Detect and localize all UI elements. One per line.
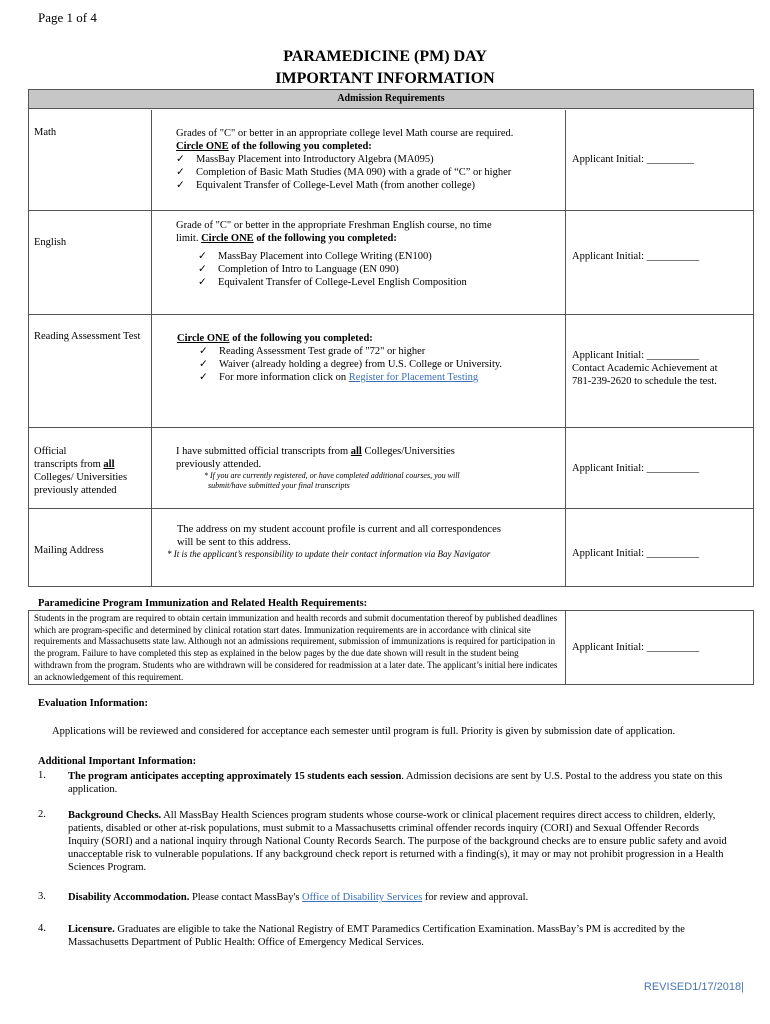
statement-line: previously attended. [176,459,262,470]
reading-requirements [177,332,502,384]
list-item [198,250,492,263]
mailing-statement [167,523,501,559]
statement-line [176,445,460,458]
circle-rest: of the following you completed: [228,141,372,152]
check-icon: ✓ [199,346,208,357]
math-intro: Grades of "C" or better in an appropriate college level Math course are required. [176,128,514,139]
item-number: 2. [38,809,46,820]
column-divider [151,110,152,586]
item-text: for review and approval. [422,892,529,903]
reading-circle-instruction [177,332,502,345]
item-text: Equivalent Transfer of College-Level Math (from another college) [196,180,476,191]
item-text: Completion of Intro to Language (EN 090) [218,264,399,275]
list-item [176,179,513,192]
label-line: Official [34,446,67,457]
circle-one: Circle ONE [176,141,229,152]
item-text: MassBay Placement into College Writing (EN100) [218,251,432,262]
english-intro: Grade of "C" or better in the appropriate Freshman English course, no time [176,220,492,231]
statement-line: The address on my student account profile is current and all correspondences [177,524,501,535]
math-circle-instruction [176,140,513,153]
table-header: Admission Requirements [29,90,753,109]
list-item [198,276,492,289]
list-item [199,371,502,384]
contact-line-1: Contact Academic Achievement at [572,363,718,374]
label-line: Colleges/ Universities [34,472,128,483]
circle-rest: of the following you completed: [229,333,373,344]
label-line: previously attended [34,485,117,496]
label-all: all [103,459,115,470]
english-row [29,210,753,315]
english-circle-instruction [176,232,492,245]
transcripts-note: submit/have submitted your final transcripts [208,481,350,490]
applicant-initial-mailing[interactable]: Applicant Initial: __________ [572,548,700,559]
check-icon: ✓ [176,167,185,178]
immunization-text: Students in the program are required to obtain certain immunization and health records and submit documentation thereof by published deadlines which are program-specific and determined by clinical rotation start dates. Immunization requirements are in accordance with clinical site requirements and Massachusetts state law. Although not an admissions requirement, submission of immunizations is required for participation in the program. Failure to have completed this step as explained in the below pages by the due date shown will result in the student being withdrawn from the program. Students who are withdrawn will be considered for readmission at a later date. The applicant’s initial here indicates an acknowledgement of this requirement. [34,613,558,682]
check-icon: ✓ [198,251,207,262]
transcripts-statement [176,445,460,491]
evaluation-title: Evaluation Information: [38,698,148,709]
admission-requirements-table [28,89,754,587]
transcripts-row [29,427,753,509]
column-divider [565,611,566,684]
item-text: Please contact MassBay's [189,892,303,903]
item-bold: Background Checks. [68,810,162,821]
row-label: English [34,237,67,248]
item-number: 3. [38,891,46,902]
transcripts-note: * If you are currently registered, or have completed additional courses, you will [204,471,460,480]
list-item [176,153,513,166]
check-icon: ✓ [198,264,207,275]
check-icon: ✓ [198,277,207,288]
circle-one: Circle ONE [177,333,230,344]
check-icon: ✓ [199,372,208,383]
list-item [199,358,502,371]
applicant-initial-math[interactable]: Applicant Initial: _________ [572,154,694,165]
statement-line: will be sent to this address. [177,537,291,548]
revised-date: REVISED1/17/2018| [643,981,744,993]
item-text: Equivalent Transfer of College-Level English Composition [218,277,467,288]
circle-one: Circle ONE [201,233,254,244]
math-row [29,110,753,211]
circle-rest: of the following you completed: [253,233,397,244]
item-text: . Admission decisions are sent by U.S. Postal to the address you state on this application. [68,771,723,795]
additional-item-2 [68,809,728,874]
row-label [34,445,127,497]
list-item [198,263,492,276]
reading-initial-block [572,349,718,388]
check-icon: ✓ [176,154,185,165]
label-line [34,458,127,471]
check-icon: ✓ [176,180,185,191]
immunization-title: Paramedicine Program Immunization and Related Health Requirements: [38,598,368,609]
applicant-initial-english[interactable]: Applicant Initial: __________ [572,251,700,262]
row-label: Math [34,127,57,138]
item-text: Reading Assessment Test grade of "72" or higher [219,346,426,357]
item-text: All MassBay Health Sciences program students whose course-work or clinical placement requires direct access to children, elderly, patients, disabled or other at-risk populations, must submit to a Massachusetts criminal offender records inquiry (CORI) and Sexual Offender Records Inquiry (SORI) and a national inquiry through National County Records Search. The purpose of the background checks are to ensure public safety and avoid unacceptable risk to vulnerable populations. If any background check report is returned with a finding(s), it may or may not prohibit progression in a Health Sciences Program. [68,810,727,873]
disability-services-link[interactable]: Office of Disability Services [302,892,423,903]
document-subtitle: IMPORTANT INFORMATION [275,70,495,87]
list-item [199,345,502,358]
item-bold: Disability Accommodation. [68,892,190,903]
applicant-initial-immunization[interactable]: Applicant Initial: __________ [572,642,700,653]
item-text: MassBay Placement into Introductory Algebra (MA095) [196,154,434,165]
applicant-initial-transcripts[interactable]: Applicant Initial: __________ [572,463,700,474]
column-divider [565,110,566,586]
row-label: Reading Assessment Test [34,331,141,342]
text-post: Colleges/Universities [361,446,455,457]
row-label: Mailing Address [34,545,104,556]
item-bold: Licensure. [68,924,115,935]
item-text: Completion of Basic Math Studies (MA 090) with a grade of “C” or higher [196,167,512,178]
reading-row [29,314,753,428]
document-title: PARAMEDICINE (PM) DAY [283,48,487,65]
item-number: 4. [38,923,46,934]
immunization-box [28,610,754,685]
check-icon: ✓ [199,359,208,370]
text-all: all [350,446,362,457]
applicant-initial-reading[interactable]: Applicant Initial: __________ [572,350,700,361]
additional-item-1 [68,770,728,796]
additional-item-3 [68,891,728,904]
item-bold: The program anticipates accepting approximately 15 students each session [68,771,402,782]
item-text: Waiver (already holding a degree) from U.S. College or University. [219,359,503,370]
english-requirements [176,219,492,289]
item-text: Graduates are eligible to take the National Registry of EMT Paramedics Certification Examination. MassBay’s PM is accredited by the Massachusetts Department of Public Health: Office of Emergency Medical Services. [68,924,685,948]
additional-item-4 [68,923,728,949]
text-pre: I have submitted official transcripts from [176,446,351,457]
mailing-note: * It is the applicant’s responsibility to update their contact information via Bay Navigator [167,549,491,559]
page-number: Page 1 of 4 [38,10,97,25]
additional-title: Additional Important Information: [38,756,197,767]
math-requirements [176,127,513,192]
list-item [176,166,513,179]
mailing-address-row [29,508,753,585]
item-text: For more information click on [219,372,349,383]
contact-line-2: 781-239-2620 to schedule the test. [572,376,717,387]
intro-pre: limit. [176,233,202,244]
evaluation-text: Applications will be reviewed and considered for acceptance each semester until program is full. Priority is given by submission date of application. [52,726,676,737]
label-pre: transcripts from [34,459,104,470]
item-number: 1. [38,770,46,781]
register-placement-testing-link[interactable]: Register for Placement Testing [348,372,479,383]
